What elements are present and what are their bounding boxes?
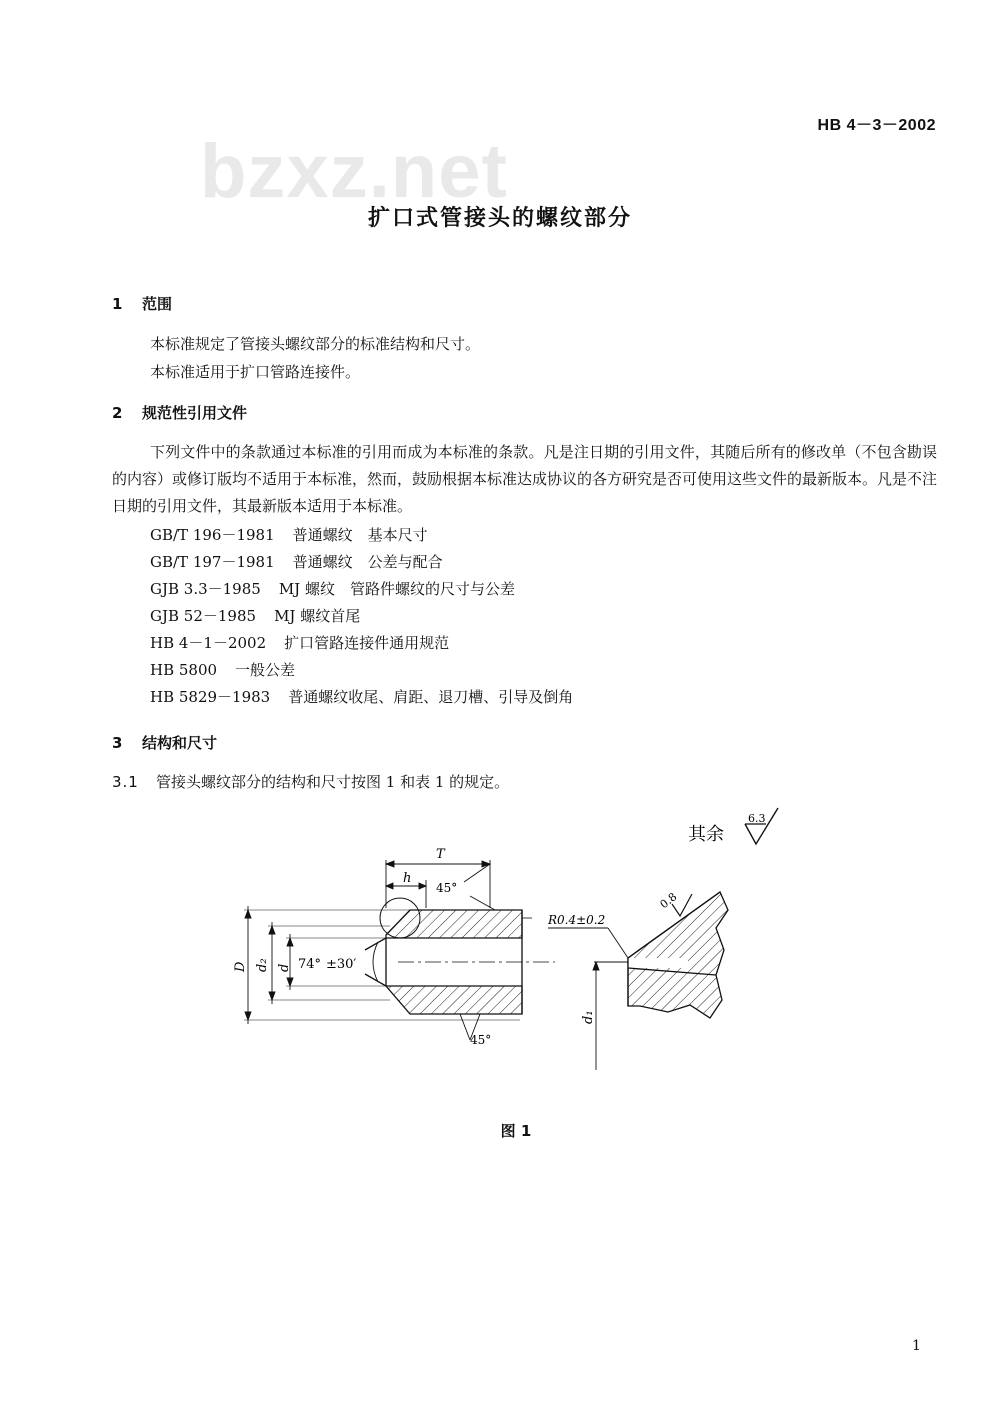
label-h: h bbox=[403, 871, 412, 886]
reference-title: 普通螺纹 公差与配合 bbox=[292, 553, 443, 571]
reference-item bbox=[150, 605, 360, 626]
section-3-heading bbox=[112, 732, 217, 753]
document-title: 扩口式管接头的螺纹部分 bbox=[367, 206, 632, 231]
section-2-heading bbox=[112, 402, 247, 423]
scope-line-1: 本标准规定了管接头螺纹部分的标准结构和尺寸。 bbox=[150, 335, 481, 353]
section-number: 1 bbox=[112, 295, 123, 313]
section-title: 规范性引用文件 bbox=[142, 404, 248, 422]
reference-code: GJB 52－1985 bbox=[150, 607, 257, 625]
label-D: D bbox=[233, 961, 248, 972]
reference-code: GJB 3.3－1985 bbox=[150, 580, 261, 598]
reference-item bbox=[150, 659, 295, 680]
section-title: 结构和尺寸 bbox=[142, 734, 218, 752]
radius-label: R0.4±0.2 bbox=[548, 913, 606, 927]
reference-item bbox=[150, 551, 443, 572]
page-number: 1 bbox=[912, 1338, 921, 1354]
label-d: d bbox=[277, 963, 292, 972]
detail-section bbox=[628, 892, 728, 1018]
references-intro: 下列文件中的条款通过本标准的引用而成为本标准的条款。凡是注日期的引用文件，其随后所有的修改单（不包含勘误的内容）或修订版均不适用于本标准，然而，鼓励根据本标准达成协议的各方研究是否可使用这些文件的最新版本。凡是不注日期的引用文件，其最新版本适用于本标准。 bbox=[112, 443, 938, 515]
reference-item bbox=[150, 632, 449, 653]
reference-title: 一般公差 bbox=[235, 661, 296, 679]
reference-item bbox=[150, 686, 573, 707]
section-number: 3 bbox=[112, 734, 123, 752]
label-d1: d₁ bbox=[581, 1010, 596, 1024]
reference-code: GB/T 197－1981 bbox=[150, 553, 275, 571]
section-title: 范围 bbox=[142, 295, 173, 313]
reference-code: HB 5800 bbox=[150, 661, 218, 679]
reference-title: MJ 螺纹 管路件螺纹的尺寸与公差 bbox=[278, 580, 515, 598]
figure-1-drawing bbox=[0, 800, 1000, 1100]
dimension-d1 bbox=[593, 962, 628, 1070]
clause-text: 管接头螺纹部分的结构和尺寸按图 1 和表 1 的规定。 bbox=[156, 773, 510, 791]
scope-line-2: 本标准适用于扩口管路连接件。 bbox=[150, 363, 361, 381]
reference-item bbox=[150, 524, 428, 545]
figure-caption: 图 1 bbox=[500, 1122, 532, 1140]
lower-wall-section bbox=[386, 986, 522, 1014]
label-T: T bbox=[436, 847, 445, 862]
reference-code: HB 5829－1983 bbox=[150, 688, 271, 706]
reference-title: MJ 螺纹首尾 bbox=[274, 607, 361, 625]
cone-angle-arc bbox=[373, 942, 378, 982]
angle-cone: 74° bbox=[298, 957, 322, 972]
label-d2: d₂ bbox=[255, 958, 270, 972]
clause-number: 3.1 bbox=[112, 773, 139, 791]
standard-code: HB 4－3－2002 bbox=[817, 117, 936, 134]
clause-3-1 bbox=[112, 771, 509, 792]
reference-title: 普通螺纹收尾、肩距、退刀槽、引导及倒角 bbox=[288, 688, 574, 706]
reference-code: GB/T 196－1981 bbox=[150, 526, 275, 544]
reference-code: HB 4－1－2002 bbox=[150, 634, 267, 652]
radius-leader bbox=[608, 928, 628, 958]
reference-title: 普通螺纹 基本尺寸 bbox=[292, 526, 428, 544]
roughness-value: 6.3 bbox=[748, 812, 766, 825]
upper-wall-section bbox=[386, 910, 522, 938]
watermark: bzxz.net bbox=[200, 129, 508, 214]
roughness-label: 其余 bbox=[688, 824, 724, 845]
section-number: 2 bbox=[112, 404, 123, 422]
reference-item bbox=[150, 578, 515, 599]
section-1-heading bbox=[112, 293, 172, 314]
angle-top: 45° bbox=[436, 881, 458, 895]
reference-title: 扩口管路连接件通用规范 bbox=[284, 634, 450, 652]
angle-bottom: 45° bbox=[470, 1033, 492, 1047]
angle-tolerance: ±30′ bbox=[326, 957, 357, 972]
detail-roughness-value: 0.8 bbox=[657, 890, 680, 912]
